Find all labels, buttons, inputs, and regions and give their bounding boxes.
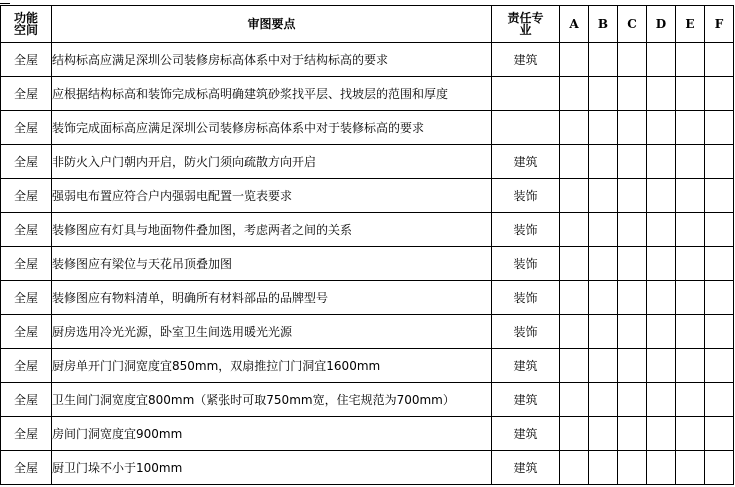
- table-row: [1, 417, 734, 451]
- cell-review-point: 厨房单开门门洞宽度宜850mm，双扇推拉门门洞宜1600mm: [52, 349, 492, 383]
- header-col-c: C: [618, 6, 647, 43]
- cell-review-point: 应根据结构标高和装饰完成标高明确建筑砂浆找平层、找坡层的范围和厚度: [52, 77, 492, 111]
- cell-check-e[interactable]: [676, 349, 705, 383]
- cell-responsible-discipline: 装饰: [492, 315, 560, 349]
- cell-check-b[interactable]: [589, 315, 618, 349]
- cell-check-a[interactable]: [560, 281, 589, 315]
- cell-check-f[interactable]: [705, 43, 734, 77]
- cell-check-e[interactable]: [676, 383, 705, 417]
- cell-check-f[interactable]: [705, 417, 734, 451]
- cell-check-e[interactable]: [676, 417, 705, 451]
- cell-check-f[interactable]: [705, 247, 734, 281]
- header-col-d: D: [647, 6, 676, 43]
- cell-functional-space: 全屋: [1, 145, 52, 179]
- cell-check-a[interactable]: [560, 77, 589, 111]
- cell-check-a[interactable]: [560, 315, 589, 349]
- review-checklist-table: [0, 5, 734, 485]
- cell-check-e[interactable]: [676, 451, 705, 485]
- cell-responsible-discipline: 建筑: [492, 383, 560, 417]
- header-functional-space: 功能 空间: [1, 6, 52, 43]
- cell-check-c[interactable]: [618, 213, 647, 247]
- cell-check-d[interactable]: [647, 281, 676, 315]
- cell-check-c[interactable]: [618, 43, 647, 77]
- cell-review-point: 装修图应有梁位与天花吊顶叠加图: [52, 247, 492, 281]
- table-row: [1, 213, 734, 247]
- table-row: [1, 179, 734, 213]
- cell-check-d[interactable]: [647, 77, 676, 111]
- cell-review-point: 结构标高应满足深圳公司装修房标高体系中对于结构标高的要求: [52, 43, 492, 77]
- cell-check-d[interactable]: [647, 111, 676, 145]
- cell-check-d[interactable]: [647, 383, 676, 417]
- cell-check-d[interactable]: [647, 43, 676, 77]
- cell-responsible-discipline: 建筑: [492, 349, 560, 383]
- cell-functional-space: 全屋: [1, 213, 52, 247]
- cell-review-point: 装修图应有物料清单，明确所有材料部品的品牌型号: [52, 281, 492, 315]
- header-review-points: 审图要点: [52, 6, 492, 43]
- header-col-e: E: [676, 6, 705, 43]
- cell-check-c[interactable]: [618, 111, 647, 145]
- cell-check-b[interactable]: [589, 247, 618, 281]
- cell-check-f[interactable]: [705, 145, 734, 179]
- cell-check-b[interactable]: [589, 145, 618, 179]
- cell-check-e[interactable]: [676, 247, 705, 281]
- cell-responsible-discipline: 建筑: [492, 417, 560, 451]
- cell-check-c[interactable]: [618, 179, 647, 213]
- cell-check-d[interactable]: [647, 179, 676, 213]
- cell-check-b[interactable]: [589, 111, 618, 145]
- table-row: [1, 315, 734, 349]
- cell-check-b[interactable]: [589, 349, 618, 383]
- cell-check-e[interactable]: [676, 111, 705, 145]
- cell-check-e[interactable]: [676, 77, 705, 111]
- cell-review-point: 卫生间门洞宽度宜800mm（紧张时可取750mm宽，住宅规范为700mm）: [52, 383, 492, 417]
- cell-responsible-discipline: 装饰: [492, 179, 560, 213]
- table-row: [1, 451, 734, 485]
- cell-review-point: 强弱电布置应符合户内强弱电配置一览表要求: [52, 179, 492, 213]
- cell-check-f[interactable]: [705, 111, 734, 145]
- cell-functional-space: 全屋: [1, 383, 52, 417]
- cell-check-f[interactable]: [705, 179, 734, 213]
- cell-responsible-discipline: 装饰: [492, 247, 560, 281]
- cell-check-d[interactable]: [647, 417, 676, 451]
- cell-check-a[interactable]: [560, 145, 589, 179]
- cell-functional-space: 全屋: [1, 43, 52, 77]
- cell-check-d[interactable]: [647, 247, 676, 281]
- cell-check-c[interactable]: [618, 77, 647, 111]
- cell-functional-space: 全屋: [1, 349, 52, 383]
- cell-check-f[interactable]: [705, 383, 734, 417]
- table-row: [1, 77, 734, 111]
- cell-review-point: 装饰完成面标高应满足深圳公司装修房标高体系中对于装修标高的要求: [52, 111, 492, 145]
- cell-review-point: 房间门洞宽度宜900mm: [52, 417, 492, 451]
- cell-review-point: 厨卫门垛不小于100mm: [52, 451, 492, 485]
- cell-check-b[interactable]: [589, 213, 618, 247]
- cell-check-f[interactable]: [705, 213, 734, 247]
- cell-check-e[interactable]: [676, 43, 705, 77]
- header-responsible-discipline: 责任专 业: [492, 6, 560, 43]
- cell-check-e[interactable]: [676, 315, 705, 349]
- cell-responsible-discipline: [492, 111, 560, 145]
- cell-check-b[interactable]: [589, 417, 618, 451]
- cell-functional-space: 全屋: [1, 247, 52, 281]
- cell-responsible-discipline: 建筑: [492, 145, 560, 179]
- cell-check-d[interactable]: [647, 315, 676, 349]
- table-row: [1, 111, 734, 145]
- cell-responsible-discipline: 建筑: [492, 43, 560, 77]
- cell-check-e[interactable]: [676, 281, 705, 315]
- header-col-f: F: [705, 6, 734, 43]
- cell-functional-space: 全屋: [1, 77, 52, 111]
- cell-check-b[interactable]: [589, 383, 618, 417]
- cell-functional-space: 全屋: [1, 281, 52, 315]
- cell-check-c[interactable]: [618, 315, 647, 349]
- cell-responsible-discipline: [492, 77, 560, 111]
- cell-review-point: 厨房选用冷光光源，卧室卫生间选用暖光光源: [52, 315, 492, 349]
- cell-check-a[interactable]: [560, 111, 589, 145]
- cell-check-f[interactable]: [705, 315, 734, 349]
- cell-check-d[interactable]: [647, 213, 676, 247]
- cell-functional-space: 全屋: [1, 451, 52, 485]
- cell-check-a[interactable]: [560, 179, 589, 213]
- cell-check-e[interactable]: [676, 213, 705, 247]
- cell-check-b[interactable]: [589, 179, 618, 213]
- cell-check-c[interactable]: [618, 451, 647, 485]
- cell-functional-space: 全屋: [1, 315, 52, 349]
- cell-functional-space: 全屋: [1, 179, 52, 213]
- cell-check-e[interactable]: [676, 145, 705, 179]
- cell-responsible-discipline: 装饰: [492, 281, 560, 315]
- cell-check-a[interactable]: [560, 43, 589, 77]
- table-row: [1, 281, 734, 315]
- cell-review-point: 非防火入户门朝内开启，防火门须向疏散方向开启: [52, 145, 492, 179]
- cell-check-f[interactable]: [705, 77, 734, 111]
- table-row: [1, 43, 734, 77]
- cell-check-a[interactable]: [560, 383, 589, 417]
- cell-check-a[interactable]: [560, 417, 589, 451]
- cell-check-c[interactable]: [618, 349, 647, 383]
- header-col-b: B: [589, 6, 618, 43]
- cell-check-c[interactable]: [618, 281, 647, 315]
- cell-check-a[interactable]: [560, 349, 589, 383]
- cell-check-f[interactable]: [705, 281, 734, 315]
- cell-check-c[interactable]: [618, 417, 647, 451]
- cell-check-f[interactable]: [705, 451, 734, 485]
- header-row: [1, 6, 734, 43]
- table-row: [1, 145, 734, 179]
- table-row: [1, 247, 734, 281]
- table-row: [1, 383, 734, 417]
- cell-check-b[interactable]: [589, 451, 618, 485]
- cell-check-c[interactable]: [618, 383, 647, 417]
- cell-check-d[interactable]: [647, 145, 676, 179]
- cell-responsible-discipline: 装饰: [492, 213, 560, 247]
- cell-review-point: 装修图应有灯具与地面物件叠加图，考虑两者之间的关系: [52, 213, 492, 247]
- cell-check-c[interactable]: [618, 247, 647, 281]
- cell-check-e[interactable]: [676, 179, 705, 213]
- cell-check-f[interactable]: [705, 349, 734, 383]
- cell-check-d[interactable]: [647, 451, 676, 485]
- header-col-a: A: [560, 6, 589, 43]
- cell-check-a[interactable]: [560, 213, 589, 247]
- cell-check-b[interactable]: [589, 77, 618, 111]
- corner-mark: [0, 0, 10, 4]
- table-row: [1, 349, 734, 383]
- cell-functional-space: 全屋: [1, 417, 52, 451]
- cell-check-d[interactable]: [647, 349, 676, 383]
- cell-check-c[interactable]: [618, 145, 647, 179]
- cell-check-a[interactable]: [560, 451, 589, 485]
- cell-check-b[interactable]: [589, 43, 618, 77]
- cell-check-b[interactable]: [589, 281, 618, 315]
- cell-responsible-discipline: 建筑: [492, 451, 560, 485]
- cell-functional-space: 全屋: [1, 111, 52, 145]
- cell-check-a[interactable]: [560, 247, 589, 281]
